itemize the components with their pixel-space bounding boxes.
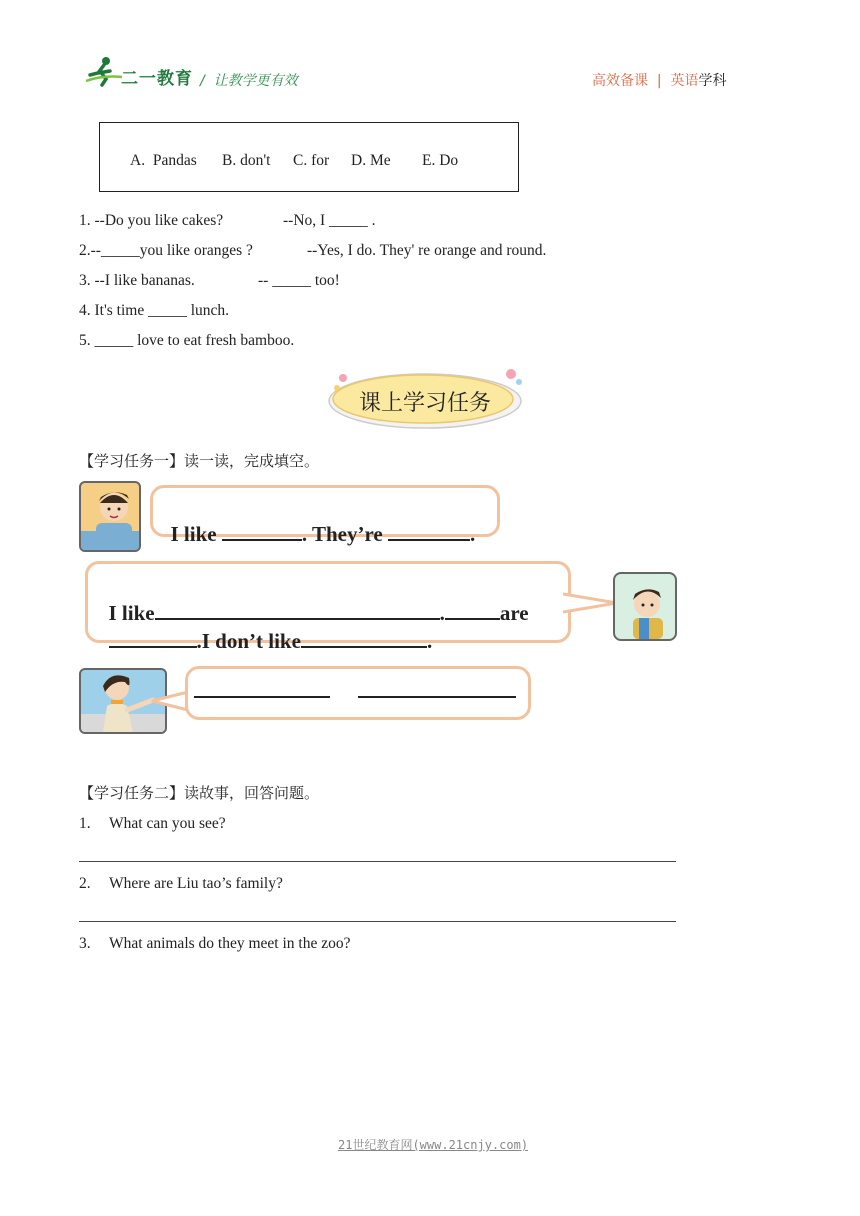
question-3-num: 3. bbox=[79, 935, 91, 952]
option-d: D. Me bbox=[351, 152, 391, 169]
exercise-3-a: -- _____ too! bbox=[258, 272, 340, 289]
boy-avatar-2 bbox=[613, 572, 677, 641]
exercise-1-q: 1. --Do you like cakes? bbox=[79, 212, 224, 229]
question-3-text: What animals do they meet in the zoo? bbox=[109, 935, 351, 952]
bubble-3-blank-2 bbox=[358, 696, 516, 698]
question-2-num: 2. bbox=[79, 875, 91, 892]
slogan: / 让教学更有效 bbox=[200, 73, 298, 89]
boy-2-face-icon bbox=[615, 574, 675, 639]
answer-line-1 bbox=[79, 861, 676, 862]
boy-avatar bbox=[79, 481, 141, 552]
bubble-1-text: I like . They’re . bbox=[160, 494, 475, 547]
option-b: B. don't bbox=[222, 152, 271, 169]
subject-label: 高效备课 | 英语学科 bbox=[592, 73, 727, 89]
exercise-4-q: 4. It's time _____ lunch. bbox=[79, 302, 230, 319]
footer-link[interactable]: 21世纪教育网(www.21cnjy.com) bbox=[338, 1138, 529, 1152]
option-c: C. for bbox=[293, 152, 330, 169]
bubble-2-line-1: I like . are bbox=[98, 573, 529, 626]
option-e: E. Do bbox=[422, 152, 459, 169]
runner-logo-icon bbox=[84, 55, 124, 87]
question-1-num: 1. bbox=[79, 815, 91, 832]
exercise-2-a: --Yes, I do. They' re orange and round. bbox=[307, 242, 547, 259]
section-title-badge bbox=[325, 364, 530, 432]
task2-title: 【学习任务二】读故事，回答问题。 bbox=[79, 784, 320, 802]
speech-bubble-3 bbox=[185, 666, 531, 720]
logo-text: 二一教育 bbox=[121, 69, 193, 88]
bubble-2-line-2: .I don’t like . bbox=[98, 601, 432, 654]
question-2-text: Where are Liu tao’s family? bbox=[109, 875, 283, 892]
task1-title: 【学习任务一】读一读，完成填空。 bbox=[79, 452, 320, 470]
boy-face-icon bbox=[81, 483, 139, 550]
option-a: A. Pandas bbox=[130, 152, 197, 169]
question-1-text: What can you see? bbox=[109, 815, 226, 832]
exercise-1-a: --No, I _____ . bbox=[283, 212, 376, 229]
section-title: 课上学习任务 bbox=[359, 391, 492, 416]
exercise-5-q: 5. _____ love to eat fresh bamboo. bbox=[79, 332, 295, 349]
header bbox=[0, 0, 860, 100]
exercise-2-q: 2.--_____you like oranges ? bbox=[79, 242, 253, 259]
bubble-3-blank-1 bbox=[194, 696, 330, 698]
bubble-2-tail bbox=[563, 592, 619, 614]
answer-line-2 bbox=[79, 921, 676, 922]
exercise-3-q: 3. --I like bananas. bbox=[79, 272, 195, 289]
bubble-3-tail bbox=[150, 690, 190, 712]
